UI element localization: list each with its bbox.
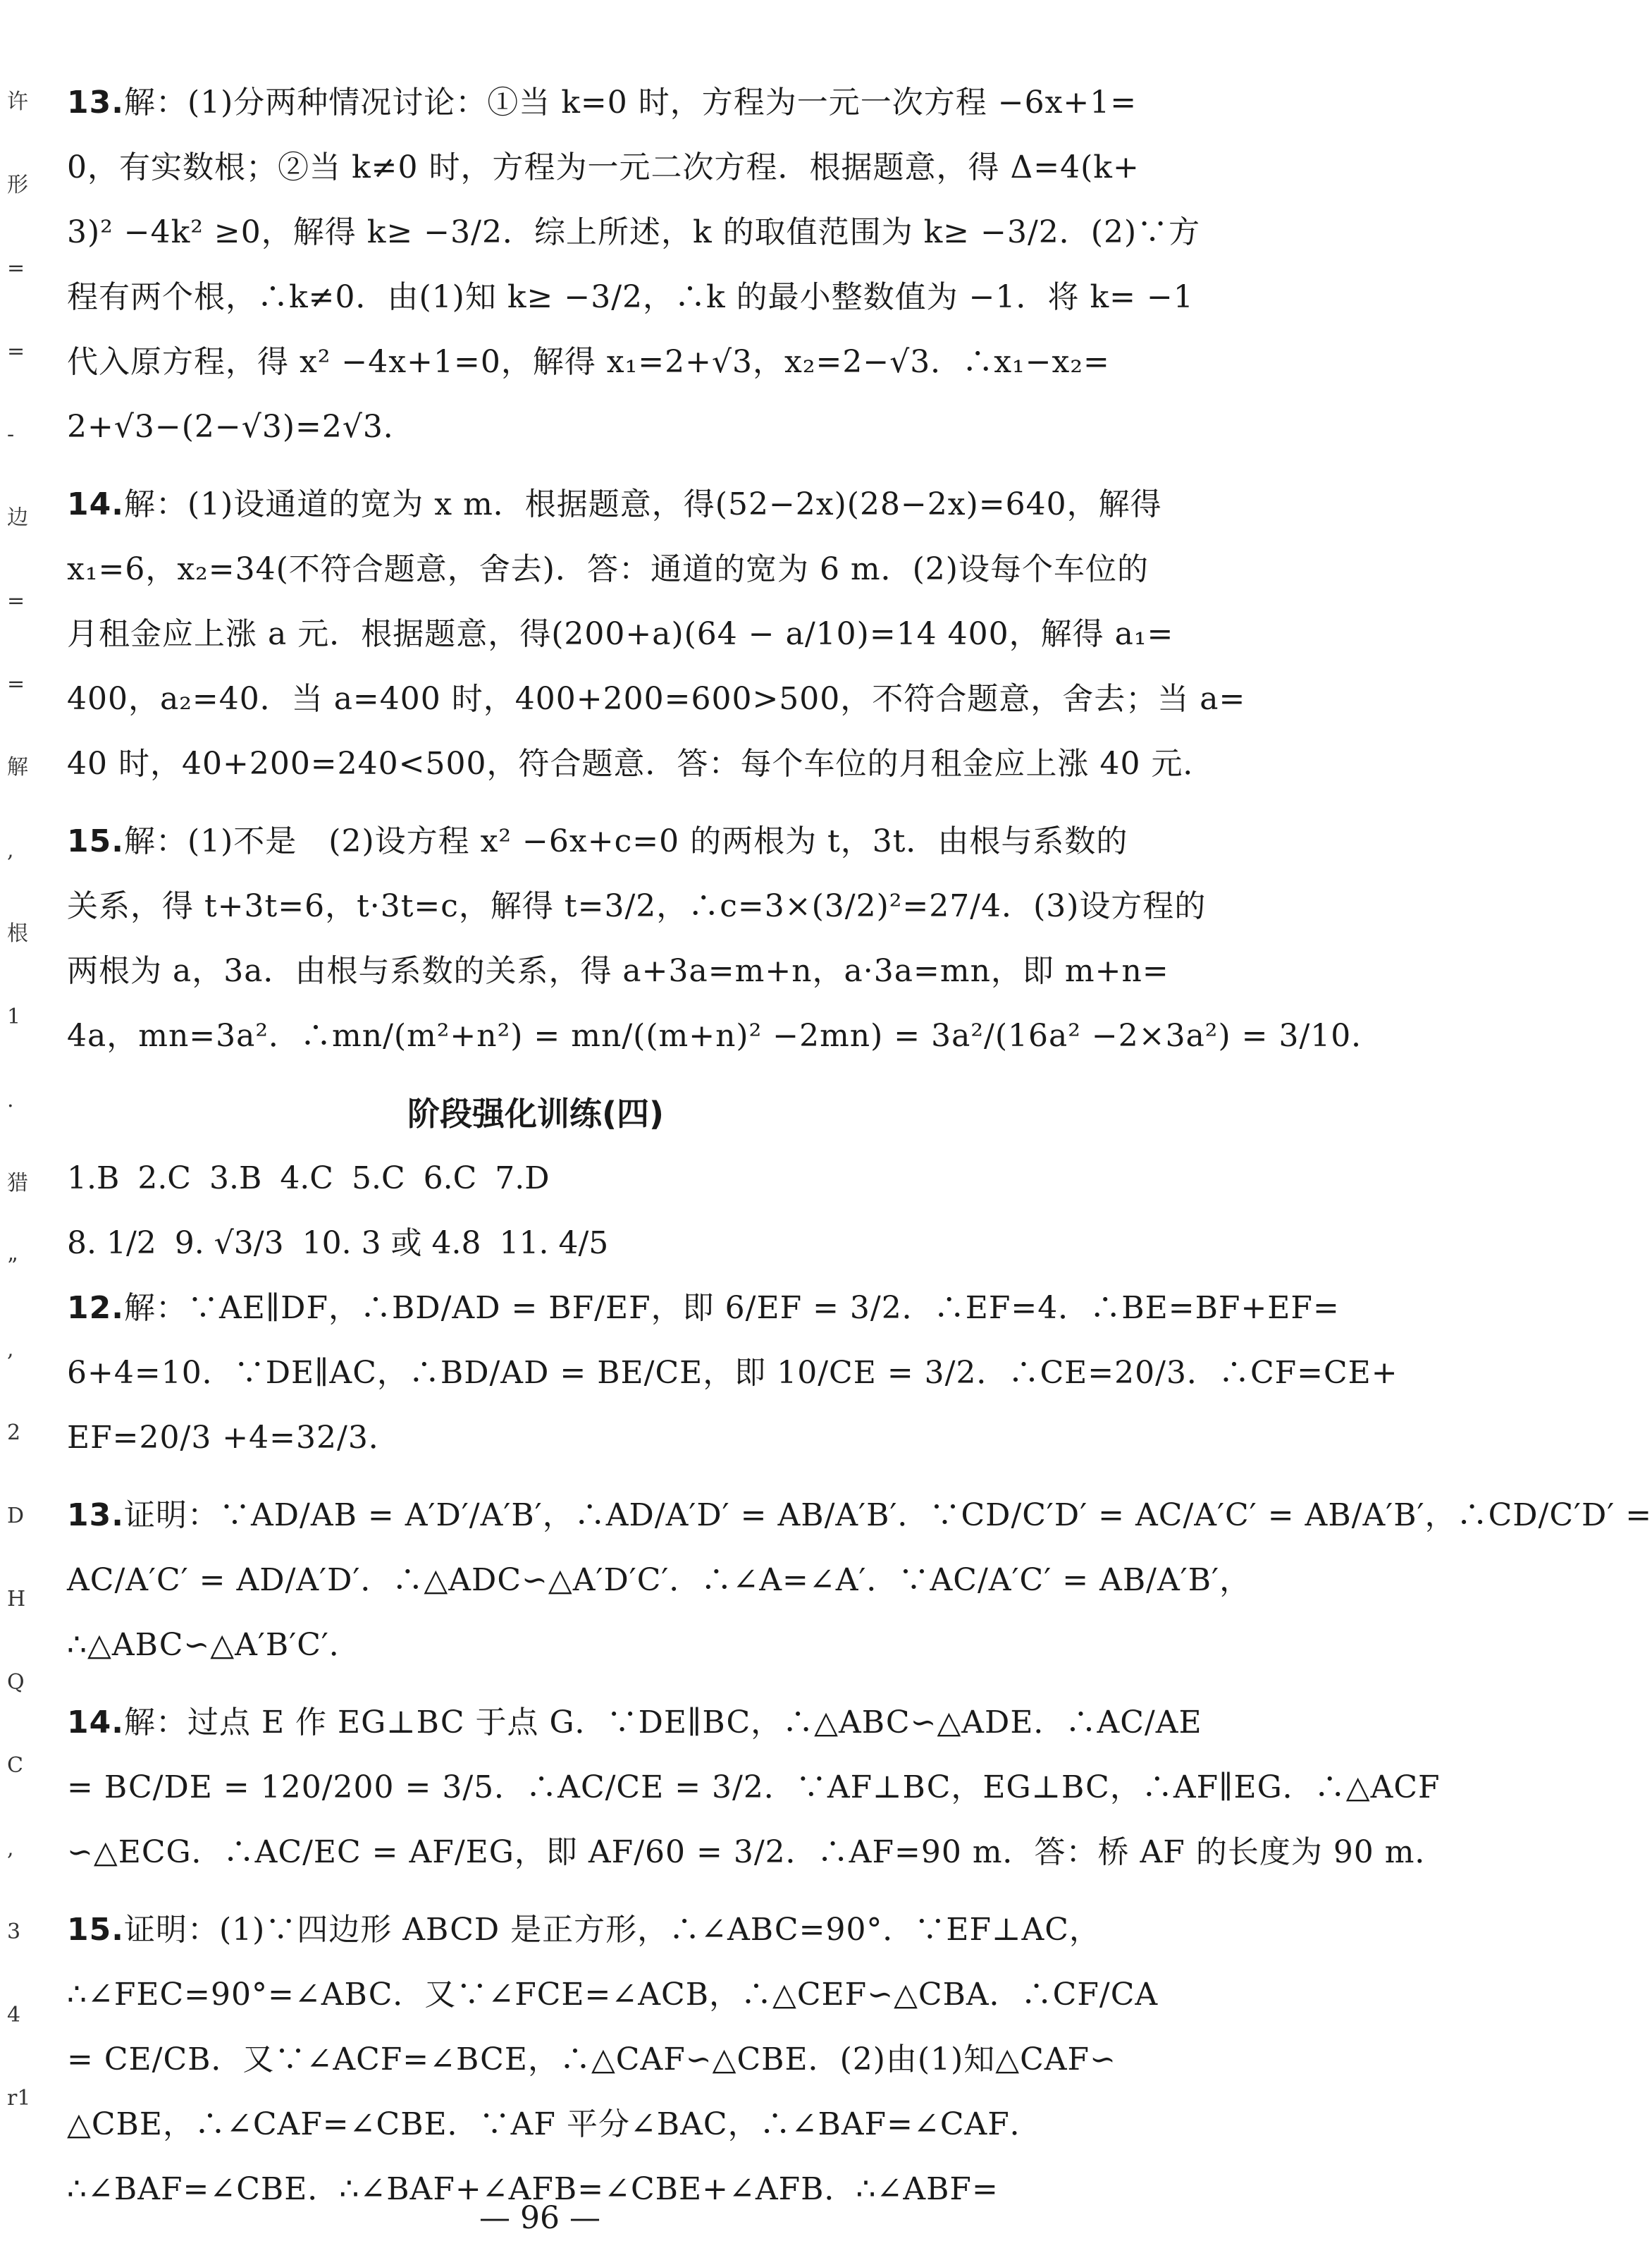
problem-line	[67, 1613, 1004, 1678]
choice-answer: 5.C	[351, 1160, 405, 1196]
problem-line	[67, 1820, 1447, 1885]
problem-line	[67, 602, 1174, 667]
margin-fragment: 解	[7, 755, 28, 780]
margin-fragment: .	[7, 1088, 14, 1112]
problem-line	[67, 1963, 1159, 2027]
margin-fragment: C	[7, 1753, 23, 1778]
problem-text: 4a，mn=3a²．∴mn/(m²+n²) = mn/((m+n)² −2mn) = 3a²/(16a² −2×3a²) = 3/10．	[67, 1018, 1383, 1054]
problem-number: 14.	[67, 486, 124, 522]
problem-text: x₁=6，x₂=34(不符合题意，舍去)．答：通道的宽为 6 m．(2)设每个车位的	[67, 551, 1149, 587]
problem-line	[67, 1341, 1398, 1406]
problem-text: ∴∠FEC=90°=∠ABC．又∵∠FCE=∠ACB，∴△CEF∽△CBA．∴CF/CA	[67, 1977, 1159, 2013]
problem-line	[67, 395, 1004, 460]
problem-line	[67, 2092, 1042, 2157]
margin-fragment: 3	[7, 1920, 21, 1944]
problem-text: 解：(1)设通道的宽为 x m．根据题意，得(52−2x)(28−2x)=640，解得	[123, 486, 1162, 522]
problem	[67, 1483, 1652, 1678]
problem-line	[67, 70, 1138, 135]
page-content	[67, 70, 1652, 2235]
problem-text: 0，有实数根；②当 k≠0 时，方程为一元二次方程．根据题意，得 Δ=4(k+	[67, 149, 1140, 185]
margin-fragment: ,	[7, 1836, 14, 1861]
problem-line	[67, 809, 1128, 874]
page-number: — 96 —	[479, 2200, 600, 2236]
problem-number: 12.	[67, 1290, 124, 1326]
margin-fragment: 边	[7, 505, 28, 530]
problem-text: ∽△ECG．∴AC/EC = AF/EG，即 AF/60 = 3/2．∴AF=90 m．答：桥 AF 的长度为 90 m．	[67, 1834, 1447, 1870]
margin-fragment: r1	[7, 2086, 31, 2111]
problem-text: = BC/DE = 120/200 = 3/5．∴AC/CE = 3/2．∵AF⊥BC，EG⊥BC，∴AF∥EG．∴△ACF	[67, 1769, 1441, 1805]
problem-text: EF=20/3 +4=32/3．	[67, 1420, 400, 1456]
margin-fragment: ”	[7, 1254, 18, 1279]
choice-answer: 6.C	[423, 1160, 477, 1196]
margin-fragment: 4	[7, 2003, 21, 2027]
problem-number: 15.	[67, 1912, 124, 1948]
margin-fragment: ,	[7, 838, 14, 863]
problem-line	[67, 1898, 1101, 1963]
problem-text: 解：(1)不是 (2)设方程 x² −6x+c=0 的两根为 t，3t．由根与系数的	[123, 823, 1128, 859]
problem-line	[67, 537, 1149, 602]
margin-fragment: Q	[7, 1670, 25, 1695]
problem-text: 月租金应上涨 a 元．根据题意，得(200+a)(64 − a/10)=14 400，解得 a₁=	[67, 616, 1174, 652]
problem-line	[67, 265, 1194, 330]
fill-answers	[67, 1211, 1004, 1276]
problem-line	[67, 330, 1110, 395]
fill-answer: 9. √3/3	[174, 1225, 284, 1261]
problem	[67, 472, 1246, 797]
problem-line	[67, 200, 1201, 265]
margin-fragment: 猎	[7, 1171, 28, 1196]
problem-text: = CE/CB．又∵∠ACF=∠BCE，∴△CAF∽△CBE．(2)由(1)知△CAF∽	[67, 2041, 1116, 2077]
problem-line	[67, 472, 1162, 537]
problem-line	[67, 939, 1169, 1004]
margin-fragment: -	[7, 422, 15, 447]
problem-line	[67, 1690, 1202, 1755]
problem-line	[67, 1406, 1004, 1470]
problem-text: 证明：(1)∵四边形 ABCD 是正方形，∴∠ABC=90°．∵EF⊥AC，	[123, 1912, 1101, 1948]
problem-number: 15.	[67, 823, 124, 859]
fill-answer: 11. 4/5	[499, 1225, 609, 1261]
problem-text: ∴∠BAF=∠CBE．∴∠BAF+∠AFB=∠CBE+∠AFB．∴∠ABF=	[67, 2171, 999, 2207]
problem-line	[67, 1276, 1340, 1341]
margin-fragment: =	[7, 589, 25, 613]
problem	[67, 1898, 1159, 2222]
problem-text: 证明：∵AD/AB = A′D′/A′B′，∴AD/A′D′ = AB/A′B′．∵CD/C′D′ = AC/A′C′ = AB/A′B′，∴CD/C′D′ =	[123, 1497, 1652, 1533]
margin-fragment: 1	[7, 1005, 21, 1029]
problems-section-a	[67, 70, 1383, 1069]
problem-line	[67, 1483, 1652, 1548]
problem-text: 解：过点 E 作 EG⊥BC 于点 G．∵DE∥BC，∴△ABC∽△ADE．∴AC/AE	[123, 1705, 1202, 1740]
margin-fragment: 2	[7, 1420, 21, 1445]
problem-text: 2+√3−(2−√3)=2√3．	[67, 409, 415, 445]
problem-number: 13.	[67, 1497, 124, 1533]
choice-answer: 3.B	[209, 1160, 262, 1196]
problem-line	[67, 135, 1140, 200]
fill-answer: 8. 1/2	[67, 1225, 156, 1261]
section-title: 阶段强化训练(四)	[407, 1095, 665, 1133]
margin-fragment: =	[7, 256, 25, 281]
problem-number: 13.	[67, 85, 124, 121]
problem-line	[67, 2027, 1116, 2092]
problem-line	[67, 1755, 1441, 1820]
problem-text: 40 时，40+200=240<500，符合题意．答：每个车位的月租金应上涨 40 元．	[67, 746, 1215, 782]
problem-line	[67, 1004, 1383, 1069]
choice-answer: 2.C	[137, 1160, 191, 1196]
margin-fragment: 形	[7, 173, 28, 197]
problem-line	[67, 1548, 1252, 1613]
left-margin-fragments	[0, 0, 49, 2260]
problem-text: ∴△ABC∽△A′B′C′．	[67, 1627, 361, 1663]
fill-answer: 10. 3 或 4.8	[302, 1225, 481, 1261]
problem-text: 两根为 a，3a．由根与系数的关系，得 a+3a=m+n，a·3a=mn，即 m+n=	[67, 953, 1169, 989]
problem-text: AC/A′C′ = AD/A′D′．∴△ADC∽△A′D′C′．∴∠A=∠A′．∵AC/A′C′ = AB/A′B′，	[67, 1562, 1252, 1598]
problem-text: 3)² −4k² ≥0，解得 k≥ −3/2．综上所述，k 的取值范围为 k≥ −3/2．(2)∵方	[67, 214, 1201, 250]
problems-section-b	[67, 1276, 1652, 2222]
problem-text: 关系，得 t+3t=6，t·3t=c，解得 t=3/2，∴c=3×(3/2)²=27/4．(3)设方程的	[67, 888, 1207, 924]
problem-text: 程有两个根，∴k≠0．由(1)知 k≥ −3/2，∴k 的最小整数值为 −1．将 k= −1	[67, 279, 1194, 315]
problem	[67, 70, 1201, 460]
problem-line	[67, 874, 1207, 939]
problem-line	[67, 667, 1246, 732]
margin-fragment: D	[7, 1504, 25, 1528]
choice-answer: 7.D	[495, 1160, 550, 1196]
margin-fragment: =	[7, 339, 25, 364]
problem-text: 解：∵AE∥DF，∴BD/AD = BF/EF，即 6/EF = 3/2．∴EF=4．∴BE=BF+EF=	[123, 1290, 1340, 1326]
margin-fragment: 许	[7, 90, 28, 114]
problem-text: △CBE，∴∠CAF=∠CBE．∵AF 平分∠BAC，∴∠BAF=∠CAF．	[67, 2106, 1042, 2142]
problem	[67, 809, 1383, 1069]
choice-answers	[67, 1146, 1004, 1211]
margin-fragment: =	[7, 672, 25, 696]
problem	[67, 1690, 1447, 1885]
margin-fragment: 根	[7, 921, 28, 946]
problem-line	[67, 732, 1215, 797]
problem-text: 400，a₂=40．当 a=400 时，400+200=600>500，不符合题意，舍去；当 a=	[67, 681, 1246, 717]
problem-number: 14.	[67, 1705, 124, 1740]
problem-text: 代入原方程，得 x² −4x+1=0，解得 x₁=2+√3，x₂=2−√3．∴x₁−x₂=	[67, 344, 1110, 380]
margin-fragment: H	[7, 1587, 26, 1611]
problem	[67, 1276, 1398, 1470]
choice-answer: 1.B	[67, 1160, 120, 1196]
problem-text: 解：(1)分两种情况讨论：①当 k=0 时，方程为一元一次方程 −6x+1=	[123, 85, 1138, 121]
margin-fragment: ,	[7, 1337, 14, 1362]
choice-answer: 4.C	[280, 1160, 333, 1196]
problem-text: 6+4=10．∵DE∥AC，∴BD/AD = BE/CE，即 10/CE = 3/2．∴CE=20/3．∴CF=CE+	[67, 1355, 1398, 1391]
